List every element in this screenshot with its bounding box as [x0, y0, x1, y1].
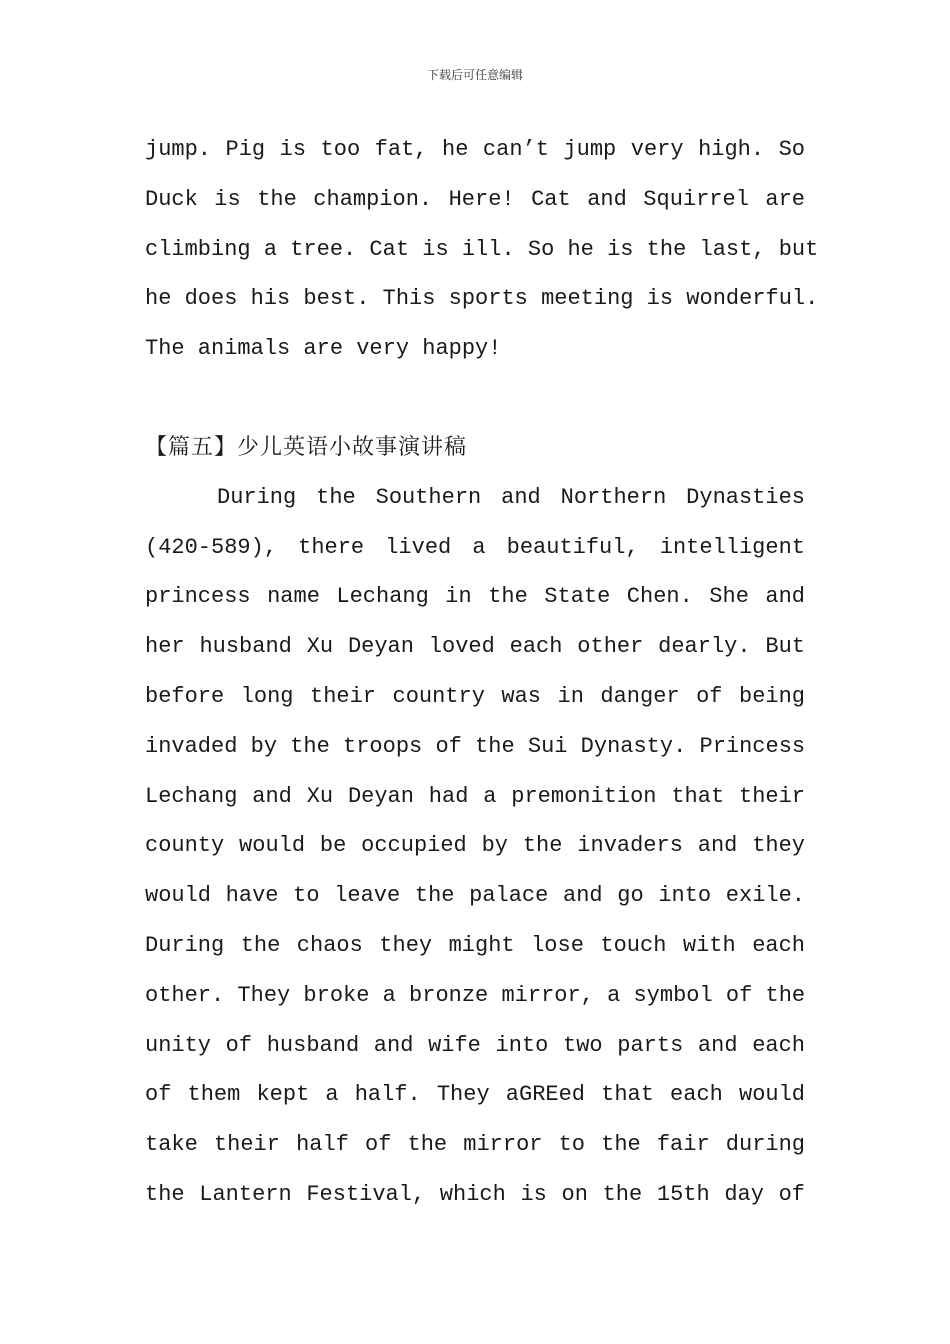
section-heading: 【篇五】少儿英语小故事演讲稿	[145, 434, 468, 460]
text-line: of them kept a half. They aGREed that each would	[145, 1082, 805, 1108]
previous-story-paragraph	[145, 125, 819, 374]
text-line: climbing a tree. Cat is ill. So he is the last, but	[145, 236, 819, 262]
text-line: other. They broke a bronze mirror, a symbol of the	[145, 982, 806, 1008]
text-line: county would be occupied by the invaders and they	[145, 833, 805, 859]
document-body	[145, 125, 819, 1220]
text-line: (420-589), there lived a beautiful, intelligent	[145, 534, 805, 560]
text-line: invaded by the troops of the Sui Dynasty. Princess	[145, 733, 806, 759]
text-line: he does his best. This sports meeting is wonderful.	[145, 286, 819, 312]
text-line: before long their country was in danger of being	[145, 683, 805, 709]
text-line: princess name Lechang in the State Chen. She and	[145, 584, 805, 610]
text-line: During the Southern and Northern Dynasties	[217, 484, 805, 510]
text-line: the Lantern Festival, which is on the 15th day of	[145, 1181, 805, 1207]
text-line: The animals are very happy!	[145, 336, 502, 362]
text-line: jump. Pig is too fat, he can’t jump very high. So	[145, 137, 805, 162]
text-line: Lechang and Xu Deyan had a premonition that their	[145, 783, 805, 809]
text-line: During the chaos they might lose touch with each	[145, 932, 805, 958]
text-line: unity of husband and wife into two parts and each	[145, 1032, 805, 1058]
page-header-note: 下载后可任意编辑	[426, 68, 523, 82]
story-paragraph	[145, 473, 805, 1220]
text-line: take their half of the mirror to the fair during	[145, 1132, 805, 1158]
text-line: would have to leave the palace and go into exile.	[145, 883, 805, 909]
text-line: Duck is the champion. Here! Cat and Squirrel are	[145, 186, 805, 212]
text-line: her husband Xu Deyan loved each other dearly. But	[145, 634, 805, 660]
